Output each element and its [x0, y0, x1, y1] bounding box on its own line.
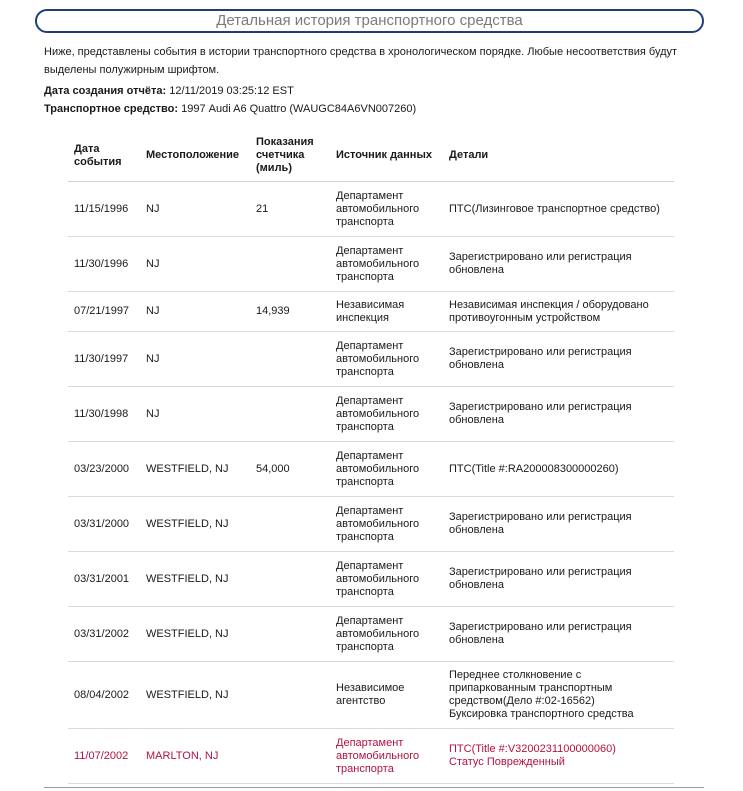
cell-location: NJ [140, 237, 250, 292]
cell-odometer [250, 552, 330, 607]
cell-details: ПТС(Лизинговое транспортное средство) [443, 182, 674, 237]
table-row [68, 442, 674, 497]
cell-source: Департамент автомобильного транспорта [330, 442, 443, 497]
cell-date: 11/15/1996 [68, 182, 140, 237]
table-row [68, 552, 674, 607]
table-row [68, 292, 674, 332]
cell-odometer: 14,939 [250, 292, 330, 332]
table-row [68, 607, 674, 662]
cell-location: WESTFIELD, NJ [140, 662, 250, 729]
cell-source: Департамент автомобильного транспорта [330, 387, 443, 442]
cell-source: Департамент автомобильного транспорта [330, 497, 443, 552]
table-row [68, 497, 674, 552]
vehicle-label: Транспортное средство: [44, 103, 179, 115]
report-date-value: 12/11/2019 03:25:12 EST [169, 85, 294, 97]
vehicle-value: 1997 Audi A6 Quattro (WAUGC84A6VN007260) [181, 103, 417, 115]
cell-source: Департамент автомобильного транспорта [330, 237, 443, 292]
table-body [68, 182, 674, 784]
header-date: Дата события [68, 130, 140, 182]
header-location: Местоположение [140, 130, 250, 182]
cell-date: 08/04/2002 [68, 662, 140, 729]
cell-location: WESTFIELD, NJ [140, 607, 250, 662]
cell-odometer [250, 729, 330, 784]
cell-source: Департамент автомобильного транспорта [330, 182, 443, 237]
cell-odometer: 21 [250, 182, 330, 237]
cell-source: Департамент автомобильного транспорта [330, 332, 443, 387]
cell-location: NJ [140, 182, 250, 237]
cell-date: 03/31/2001 [68, 552, 140, 607]
header-odometer: Показания счетчика (миль) [250, 130, 330, 182]
cell-odometer [250, 387, 330, 442]
cell-odometer [250, 237, 330, 292]
cell-odometer: 54,000 [250, 442, 330, 497]
cell-details: Зарегистрировано или регистрация обновлена [443, 497, 674, 552]
cell-details: Зарегистрировано или регистрация обновлена [443, 607, 674, 662]
table-row [68, 332, 674, 387]
cell-date: 11/30/1998 [68, 387, 140, 442]
cell-source: Департамент автомобильного транспорта [330, 729, 443, 784]
cell-details: Зарегистрировано или регистрация обновлена [443, 237, 674, 292]
cell-details: Зарегистрировано или регистрация обновлена [443, 332, 674, 387]
header-source: Источник данных [330, 130, 443, 182]
table-row [68, 729, 674, 784]
history-table [68, 130, 674, 784]
table-header-row [68, 130, 674, 182]
cell-details: ПТС(Title #:RA200008300000260) [443, 442, 674, 497]
divider [44, 787, 704, 788]
cell-source: Департамент автомобильного транспорта [330, 552, 443, 607]
cell-details: Зарегистрировано или регистрация обновлена [443, 552, 674, 607]
cell-location: NJ [140, 292, 250, 332]
cell-details: Независимая инспекция / оборудовано противоугонным устройством [443, 292, 674, 332]
cell-location: WESTFIELD, NJ [140, 497, 250, 552]
cell-odometer [250, 332, 330, 387]
cell-date: 03/23/2000 [68, 442, 140, 497]
table-row [68, 662, 674, 729]
table-row [68, 237, 674, 292]
cell-date: 11/30/1996 [68, 237, 140, 292]
cell-date: 11/30/1997 [68, 332, 140, 387]
cell-source: Независимое агентство [330, 662, 443, 729]
cell-date: 07/21/1997 [68, 292, 140, 332]
cell-location: MARLTON, NJ [140, 729, 250, 784]
cell-location: WESTFIELD, NJ [140, 442, 250, 497]
cell-location: NJ [140, 387, 250, 442]
cell-odometer [250, 607, 330, 662]
table-row [68, 387, 674, 442]
cell-source: Департамент автомобильного транспорта [330, 607, 443, 662]
cell-location: NJ [140, 332, 250, 387]
table-row [68, 182, 674, 237]
cell-date: 11/07/2002 [68, 729, 140, 784]
cell-odometer [250, 662, 330, 729]
intro-text: Ниже, представлены события в истории транспортного средства в хронологическом порядке. Любые несоответствия будут выделены полужирным шрифтом. [44, 46, 678, 76]
section-title: Детальная история транспортного средства [35, 9, 704, 33]
cell-odometer [250, 497, 330, 552]
header-details: Детали [443, 130, 674, 182]
cell-source: Независимая инспекция [330, 292, 443, 332]
report-date [44, 84, 294, 98]
report-date-label: Дата создания отчёта: [44, 85, 167, 97]
cell-date: 03/31/2000 [68, 497, 140, 552]
cell-date: 03/31/2002 [68, 607, 140, 662]
cell-location: WESTFIELD, NJ [140, 552, 250, 607]
vehicle-info [44, 102, 416, 116]
cell-details: ПТС(Title #:V3200231100000060) Статус Поврежденный [443, 729, 674, 784]
cell-details: Переднее столкновение с припаркованным транспортным средством(Дело #:02-16562) Буксировка транспортного средства [443, 662, 674, 729]
cell-details: Зарегистрировано или регистрация обновлена [443, 387, 674, 442]
